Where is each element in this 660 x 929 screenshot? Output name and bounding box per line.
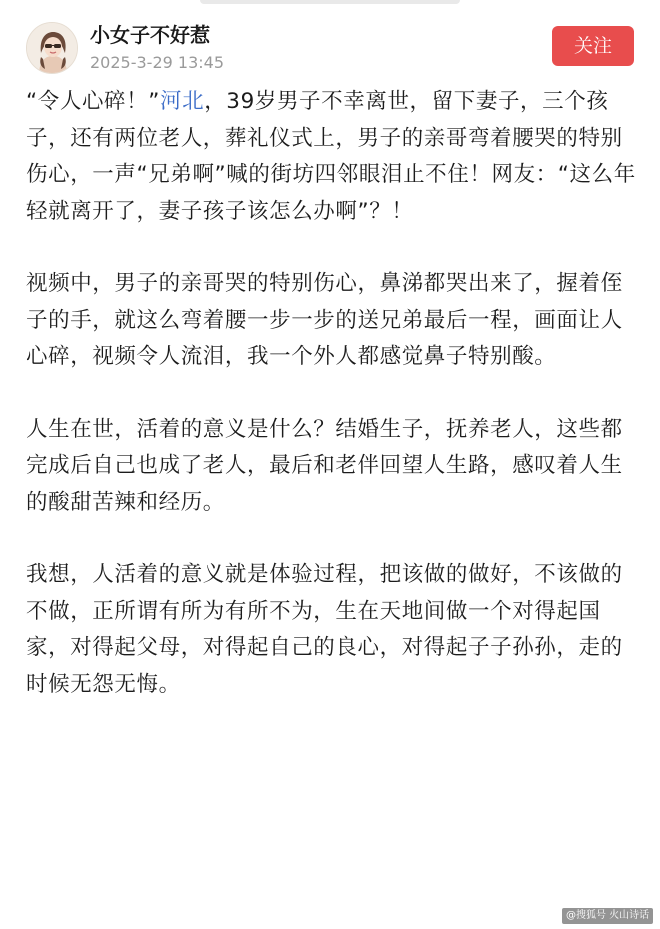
follow-button[interactable]: 关注 bbox=[552, 26, 634, 66]
article-body bbox=[26, 84, 638, 739]
post-timestamp: 2025-3-29 13:45 bbox=[90, 53, 224, 72]
avatar[interactable] bbox=[26, 22, 78, 74]
article-paragraph-4: 我想，人活着的意义就是体验过程，把该做的做好，不该做的不做，正所谓有所为有所不为，生在天地间做一个对得起国家，对得起父母，对得起自己的良心，对得起子子孙孙，走的时候无怨无悔。 bbox=[26, 562, 623, 697]
article-paragraph-2: 视频中，男子的亲哥哭的特别伤心，鼻涕都哭出来了，握着侄子的手，就这么弯着腰一步一步的送兄弟最后一程，画面让人心碎，视频令人流泪，我一个外人都感觉鼻子特别酸。 bbox=[26, 271, 623, 369]
article-paragraph-3: 人生在世，活着的意义是什么？结婚生子，抚养老人，这些都完成后自己也成了老人，最后和老伴回望人生路，感叹着人生的酸甜苦辣和经历。 bbox=[26, 416, 623, 515]
watermark: @搜狐号 火山诗话 bbox=[562, 908, 653, 924]
top-bar bbox=[0, 0, 660, 10]
avatar-image bbox=[27, 23, 78, 74]
top-bar-pill bbox=[200, 0, 460, 4]
article-paragraph-1 bbox=[26, 84, 638, 230]
post-header bbox=[0, 18, 660, 82]
author-name[interactable]: 小女子不好惹 bbox=[90, 23, 210, 47]
paragraph-1-prefix: “令人心碎！” bbox=[26, 89, 160, 114]
location-link[interactable]: 河北 bbox=[159, 89, 205, 114]
paragraph-1-text: ，39岁男子不幸离世，留下妻子，三个孩子，还有两位老人，葬礼仪式上，男子的亲哥弯着腰哭的特别伤心，一声“兄弟啊”喊的街坊四邻眼泪止不住！网友：“这么年轻就离开了，妻子孩子该怎么办啊”？！ bbox=[26, 89, 636, 224]
